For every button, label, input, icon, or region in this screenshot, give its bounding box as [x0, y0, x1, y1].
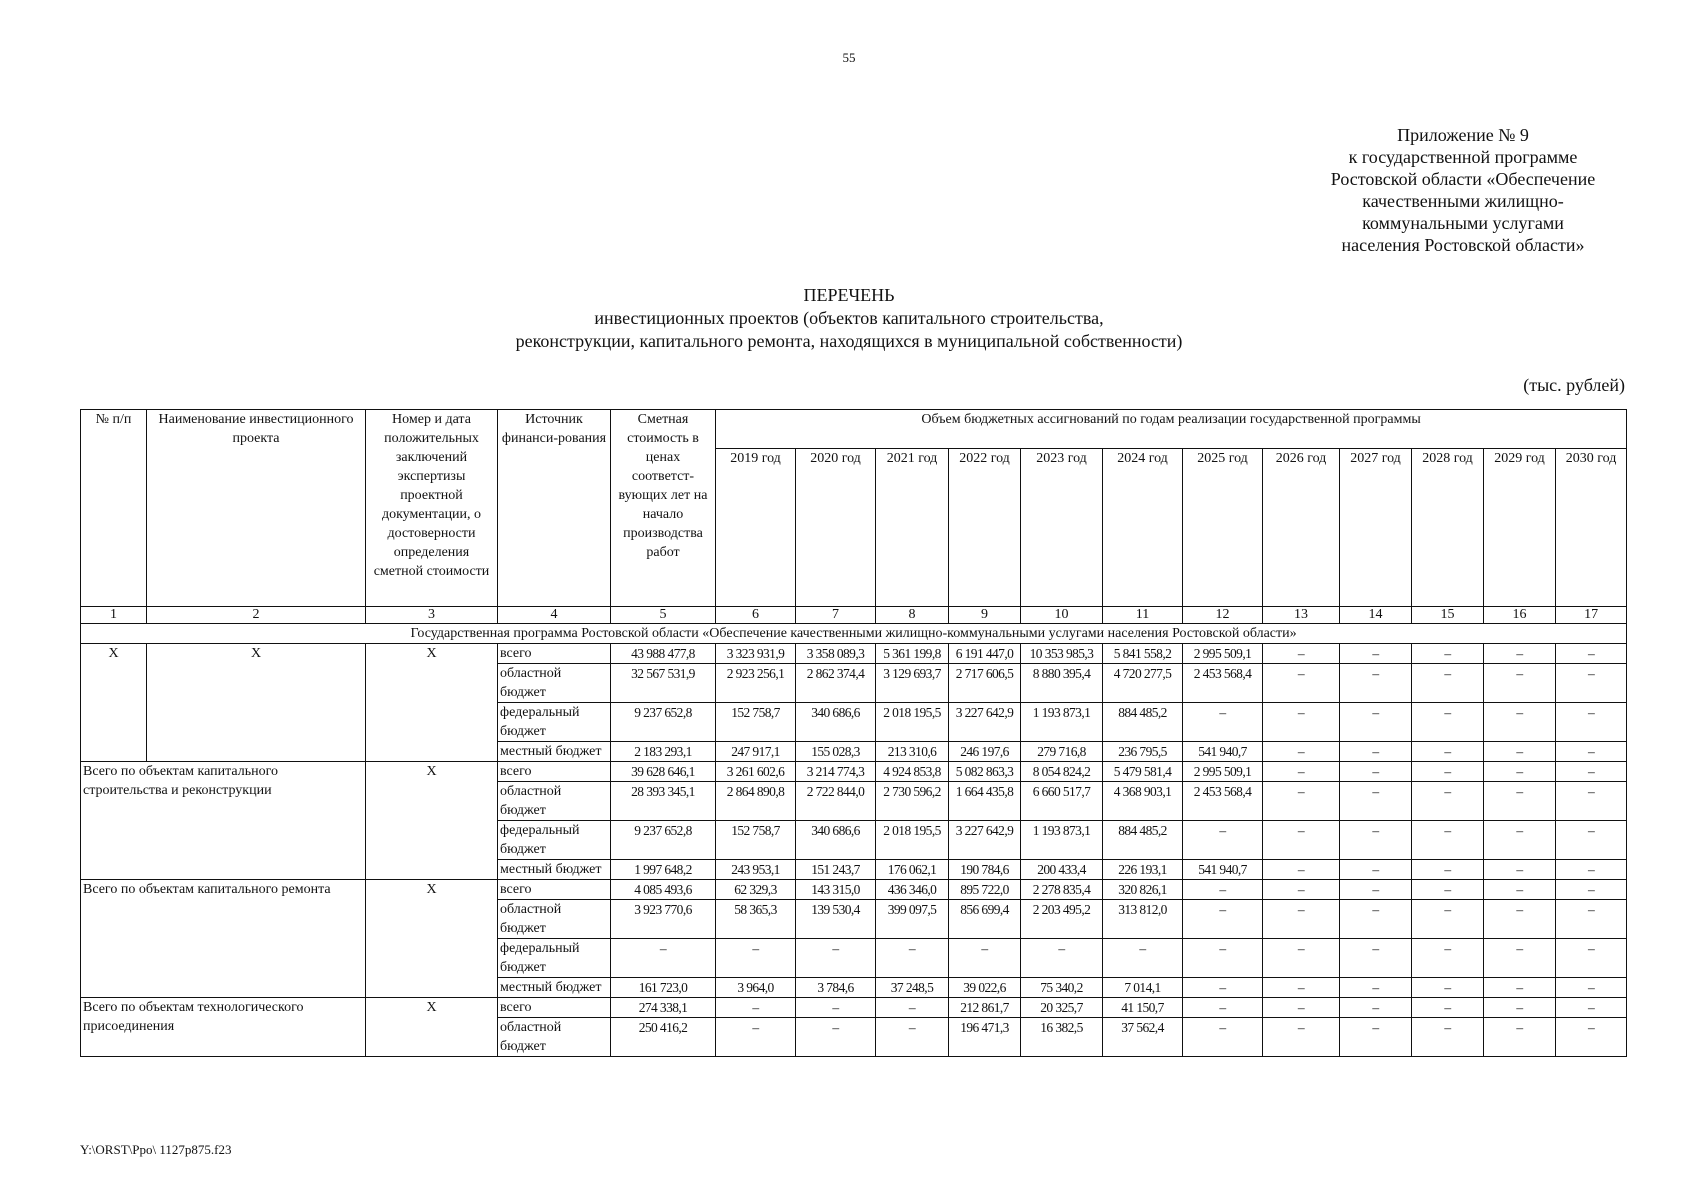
- cell-value: 75 340,2: [1021, 978, 1103, 998]
- cell-value: –: [876, 1018, 949, 1057]
- cell-source: федеральный бюджет: [498, 939, 611, 978]
- cell-value: 340 686,6: [796, 821, 876, 860]
- cell-value: 1 664 435,8: [949, 782, 1021, 821]
- cell-value: –: [1183, 998, 1263, 1018]
- cell-value: 8 880 395,4: [1021, 664, 1103, 703]
- cell-value: 2 018 195,5: [876, 821, 949, 860]
- program-title-row: [81, 624, 1627, 644]
- cell-value: 213 310,6: [876, 742, 949, 762]
- cell-value: –: [1103, 939, 1183, 978]
- table-row: [81, 998, 1627, 1018]
- cell-value: 161 723,0: [611, 978, 716, 998]
- cell-value: –: [1484, 782, 1556, 821]
- header-row-1: [81, 410, 1627, 449]
- cell-value: –: [1183, 703, 1263, 742]
- cell-value: –: [1412, 880, 1484, 900]
- header-year: 2024 год: [1103, 449, 1183, 607]
- cell-value: –: [1484, 762, 1556, 782]
- header-source: Источник финанси-рования: [498, 410, 611, 607]
- cell-value: 8 054 824,2: [1021, 762, 1103, 782]
- cell-group-name: Всего по объектам капитального ремонта: [81, 880, 366, 998]
- cell-source: всего: [498, 644, 611, 664]
- cell-value: 884 485,2: [1103, 703, 1183, 742]
- cell-value: 5 841 558,2: [1103, 644, 1183, 664]
- cell-value: –: [1340, 939, 1412, 978]
- cell-value: 3 129 693,7: [876, 664, 949, 703]
- cell-value: 16 382,5: [1021, 1018, 1103, 1057]
- cell-value: –: [1556, 998, 1627, 1018]
- title-line-2: инвестиционных проектов (объектов капитального строительства,: [594, 308, 1104, 328]
- header-year: 2021 год: [876, 449, 949, 607]
- cell-value: 2 923 256,1: [716, 664, 796, 703]
- column-number: 16: [1484, 607, 1556, 624]
- cell-value: –: [1263, 978, 1340, 998]
- cell-value: 196 471,3: [949, 1018, 1021, 1057]
- cell-value: –: [876, 939, 949, 978]
- cell-value: –: [1556, 782, 1627, 821]
- cell-source: местный бюджет: [498, 742, 611, 762]
- cell-value: –: [1263, 880, 1340, 900]
- cell-value: –: [1340, 821, 1412, 860]
- cell-value: –: [1556, 762, 1627, 782]
- cell-source: местный бюджет: [498, 860, 611, 880]
- cell-value: 3 964,0: [716, 978, 796, 998]
- cell-value: –: [1412, 742, 1484, 762]
- header-expert: Номер и дата положительных заключений экспертизы проектной документации, о достоверности определения сметной стоимости: [366, 410, 498, 607]
- cell-group-name: Всего по объектам технологического присоединения: [81, 998, 366, 1057]
- cell-value: 2 018 195,5: [876, 703, 949, 742]
- cell-value: 6 191 447,0: [949, 644, 1021, 664]
- cell-value: 3 214 774,3: [796, 762, 876, 782]
- cell-value: 37 562,4: [1103, 1018, 1183, 1057]
- cell-value: 340 686,6: [796, 703, 876, 742]
- cell-value: 2 722 844,0: [796, 782, 876, 821]
- cell-value: 243 953,1: [716, 860, 796, 880]
- document-title: [0, 284, 1698, 353]
- cell-value: 856 699,4: [949, 900, 1021, 939]
- cell-value: 1 193 873,1: [1021, 821, 1103, 860]
- cell-value: 9 237 652,8: [611, 821, 716, 860]
- cell-value: –: [1484, 880, 1556, 900]
- column-number: 3: [366, 607, 498, 624]
- cell-value: 212 861,7: [949, 998, 1021, 1018]
- cell-source: всего: [498, 880, 611, 900]
- cell-value: –: [1556, 1018, 1627, 1057]
- cell-value: 7 014,1: [1103, 978, 1183, 998]
- cell-value: 37 248,5: [876, 978, 949, 998]
- cell-value: –: [1484, 860, 1556, 880]
- column-number: 9: [949, 607, 1021, 624]
- column-numbers-row: [81, 607, 1627, 624]
- cell-value: 32 567 531,9: [611, 664, 716, 703]
- cell-value: 313 812,0: [1103, 900, 1183, 939]
- cell-value: –: [1340, 880, 1412, 900]
- cell-value: –: [1340, 742, 1412, 762]
- cell-group-name: Всего по объектам капитального строительства и реконструкции: [81, 762, 366, 880]
- cell-value: –: [1412, 939, 1484, 978]
- cell-value: 28 393 345,1: [611, 782, 716, 821]
- cell-value: 895 722,0: [949, 880, 1021, 900]
- cell-value: –: [1484, 1018, 1556, 1057]
- page-number: 55: [842, 50, 856, 65]
- cell-value: 1 193 873,1: [1021, 703, 1103, 742]
- cell-value: 58 365,3: [716, 900, 796, 939]
- cell-value: 200 433,4: [1021, 860, 1103, 880]
- cell-value: –: [1484, 939, 1556, 978]
- cell-value: –: [1412, 644, 1484, 664]
- cell-value: 246 197,6: [949, 742, 1021, 762]
- cell-value: –: [1021, 939, 1103, 978]
- column-number: 2: [147, 607, 366, 624]
- cell-value: 190 784,6: [949, 860, 1021, 880]
- cell-value: –: [1556, 664, 1627, 703]
- cell-value: 151 243,7: [796, 860, 876, 880]
- column-number: 8: [876, 607, 949, 624]
- cell-value: –: [1484, 742, 1556, 762]
- cell-value: –: [1412, 762, 1484, 782]
- cell-value: –: [1556, 821, 1627, 860]
- appendix-line: Приложение № 9: [1397, 125, 1529, 145]
- cell-value: 6 660 517,7: [1021, 782, 1103, 821]
- cell-value: –: [1556, 880, 1627, 900]
- cell-source: всего: [498, 998, 611, 1018]
- appendix-line: Ростовской области «Обеспечение: [1330, 169, 1596, 189]
- cell-value: –: [1263, 860, 1340, 880]
- cell-value: 176 062,1: [876, 860, 949, 880]
- cell-value: 62 329,3: [716, 880, 796, 900]
- header-budget: Объем бюджетных ассигнований по годам реализации государственной программы: [716, 410, 1627, 449]
- appendix-note: [1298, 124, 1628, 256]
- cell-source: областной бюджет: [498, 782, 611, 821]
- cell-expert: X: [366, 998, 498, 1057]
- column-number: 11: [1103, 607, 1183, 624]
- appendix-line: коммунальными услугами: [1362, 213, 1564, 233]
- cell-value: 9 237 652,8: [611, 703, 716, 742]
- cell-value: –: [1484, 703, 1556, 742]
- cell-value: –: [1263, 742, 1340, 762]
- cell-value: –: [1412, 703, 1484, 742]
- header-year: 2026 год: [1263, 449, 1340, 607]
- cell-value: 143 315,0: [796, 880, 876, 900]
- cell-value: –: [1263, 703, 1340, 742]
- header-year: 2029 год: [1484, 449, 1556, 607]
- cell-value: –: [1556, 644, 1627, 664]
- cell-value: –: [1183, 880, 1263, 900]
- column-number: 12: [1183, 607, 1263, 624]
- footer-path: Y:\ORST\Ppo\ 1127p875.f23: [80, 1142, 232, 1157]
- cell-value: 250 416,2: [611, 1018, 716, 1057]
- cell-value: 10 353 985,3: [1021, 644, 1103, 664]
- column-number: 7: [796, 607, 876, 624]
- cell-value: 541 940,7: [1183, 860, 1263, 880]
- cell-value: 2 730 596,2: [876, 782, 949, 821]
- cell-value: –: [1340, 644, 1412, 664]
- cell-value: –: [1412, 782, 1484, 821]
- header-year: 2020 год: [796, 449, 876, 607]
- cell-value: –: [1183, 821, 1263, 860]
- cell-value: 2 278 835,4: [1021, 880, 1103, 900]
- cell-value: 247 917,1: [716, 742, 796, 762]
- cell-value: 3 227 642,9: [949, 821, 1021, 860]
- cell-value: –: [949, 939, 1021, 978]
- cell-value: 43 988 477,8: [611, 644, 716, 664]
- cell-value: –: [1412, 821, 1484, 860]
- cell-value: –: [1484, 821, 1556, 860]
- cell-value: –: [1412, 998, 1484, 1018]
- cell-value: 4 368 903,1: [1103, 782, 1183, 821]
- cell-value: 2 862 374,4: [796, 664, 876, 703]
- cell-source: областной бюджет: [498, 664, 611, 703]
- cell-num: X: [81, 644, 147, 762]
- cell-value: 2 995 509,1: [1183, 762, 1263, 782]
- cell-value: 152 758,7: [716, 703, 796, 742]
- cell-source: областной бюджет: [498, 1018, 611, 1057]
- cell-value: –: [1484, 998, 1556, 1018]
- cell-value: –: [716, 998, 796, 1018]
- cell-source: областной бюджет: [498, 900, 611, 939]
- header-name: Наименование инвестиционного проекта: [147, 410, 366, 607]
- cell-value: 155 028,3: [796, 742, 876, 762]
- cell-value: –: [1340, 762, 1412, 782]
- header-num: № п/п: [81, 410, 147, 607]
- header-year: 2023 год: [1021, 449, 1103, 607]
- cell-value: –: [796, 998, 876, 1018]
- cell-expert: X: [366, 880, 498, 998]
- cell-value: 226 193,1: [1103, 860, 1183, 880]
- cell-value: –: [716, 1018, 796, 1057]
- cell-value: 3 323 931,9: [716, 644, 796, 664]
- column-number: 15: [1412, 607, 1484, 624]
- column-number: 5: [611, 607, 716, 624]
- cell-value: 279 716,8: [1021, 742, 1103, 762]
- cell-value: –: [1340, 782, 1412, 821]
- cell-value: 39 022,6: [949, 978, 1021, 998]
- column-number: 14: [1340, 607, 1412, 624]
- appendix-line: к государственной программе: [1348, 147, 1578, 167]
- cell-name: X: [147, 644, 366, 762]
- column-number: 6: [716, 607, 796, 624]
- column-number: 17: [1556, 607, 1627, 624]
- cell-value: –: [1556, 742, 1627, 762]
- header-year: 2025 год: [1183, 449, 1263, 607]
- cell-value: 3 358 089,3: [796, 644, 876, 664]
- program-title: Государственная программа Ростовской области «Обеспечение качественными жилищно-коммунальными услугами населения Ростовской области»: [81, 624, 1627, 644]
- cell-source: всего: [498, 762, 611, 782]
- table-row: [81, 644, 1627, 664]
- cell-value: –: [1340, 998, 1412, 1018]
- cell-value: –: [1412, 900, 1484, 939]
- cell-value: 436 346,0: [876, 880, 949, 900]
- cell-value: –: [1484, 900, 1556, 939]
- title-line-1: ПЕРЕЧЕНЬ: [803, 285, 895, 305]
- table-row: [81, 762, 1627, 782]
- cell-value: 541 940,7: [1183, 742, 1263, 762]
- cell-value: 2 453 568,4: [1183, 664, 1263, 703]
- column-number: 10: [1021, 607, 1103, 624]
- cell-value: –: [1263, 821, 1340, 860]
- cell-value: –: [1484, 664, 1556, 703]
- cell-value: –: [1484, 978, 1556, 998]
- cell-value: –: [1340, 703, 1412, 742]
- cell-value: –: [1183, 900, 1263, 939]
- cell-expert: X: [366, 762, 498, 880]
- cell-value: 2 453 568,4: [1183, 782, 1263, 821]
- cell-value: 1 997 648,2: [611, 860, 716, 880]
- cell-value: 5 082 863,3: [949, 762, 1021, 782]
- cell-value: –: [1556, 703, 1627, 742]
- cell-value: 5 479 581,4: [1103, 762, 1183, 782]
- cell-value: –: [1340, 1018, 1412, 1057]
- cell-value: –: [796, 939, 876, 978]
- units-label: (тыс. рублей): [1523, 375, 1625, 395]
- header-year: 2030 год: [1556, 449, 1627, 607]
- cell-value: –: [611, 939, 716, 978]
- investment-projects-table: [80, 409, 1627, 1057]
- cell-value: 399 097,5: [876, 900, 949, 939]
- cell-value: 139 530,4: [796, 900, 876, 939]
- cell-value: 320 826,1: [1103, 880, 1183, 900]
- appendix-line: качественными жилищно-: [1362, 191, 1564, 211]
- cell-value: –: [1263, 998, 1340, 1018]
- cell-expert: X: [366, 644, 498, 762]
- column-number: 4: [498, 607, 611, 624]
- cell-value: –: [1556, 978, 1627, 998]
- cell-value: 236 795,5: [1103, 742, 1183, 762]
- cell-value: 2 203 495,2: [1021, 900, 1103, 939]
- cell-value: –: [1263, 762, 1340, 782]
- cell-value: –: [1183, 939, 1263, 978]
- cell-value: –: [876, 998, 949, 1018]
- title-line-3: реконструкции, капитального ремонта, находящихся в муниципальной собственности): [515, 331, 1183, 351]
- header-year: 2027 год: [1340, 449, 1412, 607]
- cell-value: 39 628 646,1: [611, 762, 716, 782]
- cell-value: –: [1183, 978, 1263, 998]
- cell-value: 152 758,7: [716, 821, 796, 860]
- cell-value: 3 784,6: [796, 978, 876, 998]
- cell-value: –: [1340, 900, 1412, 939]
- cell-value: –: [1412, 1018, 1484, 1057]
- cell-value: 884 485,2: [1103, 821, 1183, 860]
- cell-value: –: [716, 939, 796, 978]
- cell-value: 2 183 293,1: [611, 742, 716, 762]
- cell-value: 41 150,7: [1103, 998, 1183, 1018]
- cell-value: 4 085 493,6: [611, 880, 716, 900]
- cell-value: –: [1263, 664, 1340, 703]
- table-row: [81, 880, 1627, 900]
- cell-value: 2 717 606,5: [949, 664, 1021, 703]
- cell-value: 3 227 642,9: [949, 703, 1021, 742]
- cell-value: –: [1340, 860, 1412, 880]
- cell-value: –: [1263, 644, 1340, 664]
- cell-value: –: [1556, 860, 1627, 880]
- cell-value: –: [1484, 644, 1556, 664]
- cell-value: 20 325,7: [1021, 998, 1103, 1018]
- column-number: 13: [1263, 607, 1340, 624]
- cell-value: 3 261 602,6: [716, 762, 796, 782]
- cell-value: –: [1263, 939, 1340, 978]
- cell-value: –: [1263, 1018, 1340, 1057]
- cell-value: 2 864 890,8: [716, 782, 796, 821]
- cell-value: 3 923 770,6: [611, 900, 716, 939]
- cell-value: –: [1412, 664, 1484, 703]
- cell-value: –: [1412, 860, 1484, 880]
- cell-value: 4 720 277,5: [1103, 664, 1183, 703]
- cell-value: –: [1183, 1018, 1263, 1057]
- header-year: 2028 год: [1412, 449, 1484, 607]
- cell-source: местный бюджет: [498, 978, 611, 998]
- cell-value: –: [1340, 978, 1412, 998]
- column-number: 1: [81, 607, 147, 624]
- cell-value: –: [1340, 664, 1412, 703]
- cell-value: 4 924 853,8: [876, 762, 949, 782]
- cell-value: –: [1556, 939, 1627, 978]
- cell-value: 2 995 509,1: [1183, 644, 1263, 664]
- header-year: 2019 год: [716, 449, 796, 607]
- header-cost: Сметная стоимость в ценах соответст-вующих лет на начало производства работ: [611, 410, 716, 607]
- cell-value: –: [1263, 900, 1340, 939]
- cell-value: 274 338,1: [611, 998, 716, 1018]
- cell-value: –: [1412, 978, 1484, 998]
- appendix-line: населения Ростовской области»: [1341, 235, 1585, 255]
- cell-value: –: [1556, 900, 1627, 939]
- cell-value: –: [1263, 782, 1340, 821]
- cell-value: –: [796, 1018, 876, 1057]
- cell-value: 5 361 199,8: [876, 644, 949, 664]
- cell-source: федеральный бюджет: [498, 821, 611, 860]
- cell-source: федеральный бюджет: [498, 703, 611, 742]
- header-year: 2022 год: [949, 449, 1021, 607]
